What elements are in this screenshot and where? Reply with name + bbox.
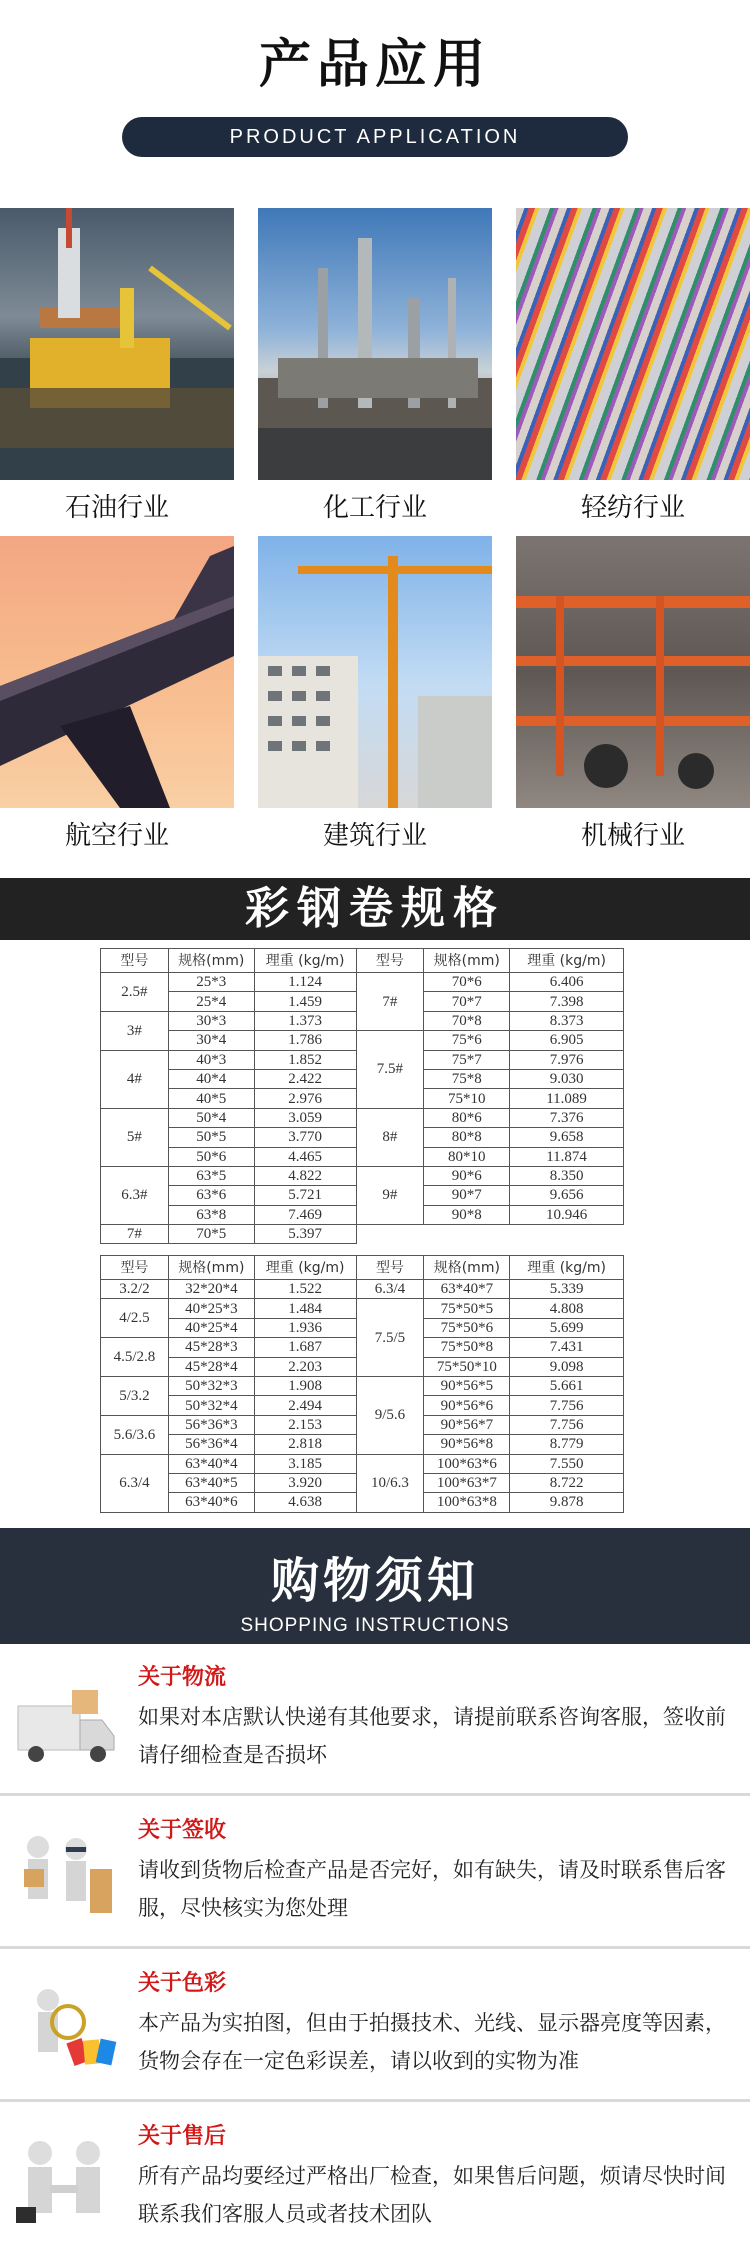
weight-cell: 9.030 xyxy=(510,1069,624,1088)
weight-cell: 5.339 xyxy=(510,1280,624,1299)
spec-cell: 40*4 xyxy=(168,1069,254,1088)
weight-cell: 1.484 xyxy=(254,1299,356,1318)
page-subtitle-pill: PRODUCT APPLICATION xyxy=(122,117,628,157)
industry-card-aviation xyxy=(0,536,234,864)
spec-cell: 80*10 xyxy=(424,1147,510,1166)
column-header: 规格(mm) xyxy=(424,1256,510,1280)
column-header: 型号 xyxy=(356,1256,424,1280)
spec-cell: 56*36*3 xyxy=(168,1415,254,1434)
shopping-instructions-banner xyxy=(0,1528,750,1644)
spec-cell: 40*3 xyxy=(168,1050,254,1069)
notice-text: 所有产品均要经过严格出厂检查，如果售后问题，烦请尽快时间联系我们客服人员或者技术团队 xyxy=(138,2164,726,2226)
model-cell: 7.5# xyxy=(356,1031,424,1109)
weight-cell: 6.905 xyxy=(510,1031,624,1050)
weight-cell: 4.822 xyxy=(254,1166,356,1185)
industry-label: 石油行业 xyxy=(64,493,169,523)
column-header: 理重 (kg/m) xyxy=(254,1256,356,1280)
textile-threads-image xyxy=(516,208,750,480)
weight-cell: 3.770 xyxy=(254,1128,356,1147)
color-palette-icon xyxy=(10,1982,120,2082)
weight-cell: 8.350 xyxy=(510,1166,624,1185)
application-header xyxy=(0,0,750,180)
spec-cell: 80*6 xyxy=(424,1108,510,1127)
industry-label: 建筑行业 xyxy=(322,821,427,851)
weight-cell: 5.397 xyxy=(254,1225,356,1244)
spec-cell: 80*8 xyxy=(424,1128,510,1147)
weight-cell: 1.522 xyxy=(254,1280,356,1299)
weight-cell: 5.661 xyxy=(510,1376,624,1395)
spec-table-2-wrap xyxy=(100,1255,624,1513)
spec-cell: 100*63*6 xyxy=(424,1454,510,1473)
notice-signing xyxy=(0,1799,750,1949)
model-cell: 6.3# xyxy=(101,1166,169,1224)
airplane-image xyxy=(0,536,234,808)
column-header: 理重 (kg/m) xyxy=(254,949,356,973)
spec-cell: 25*3 xyxy=(168,973,254,992)
notice-after-sales xyxy=(0,2105,750,2243)
table-header-row xyxy=(101,1256,624,1280)
spec-cell: 75*50*5 xyxy=(424,1299,510,1318)
model-cell: 4/2.5 xyxy=(101,1299,169,1338)
notice-logistics xyxy=(0,1646,750,1796)
spec-cell: 63*40*5 xyxy=(168,1473,254,1492)
spec-cell: 50*6 xyxy=(168,1147,254,1166)
spec-cell: 75*50*8 xyxy=(424,1338,510,1357)
model-cell: 6.3/4 xyxy=(101,1454,169,1512)
spec-cell: 100*63*7 xyxy=(424,1473,510,1492)
spec-table-unequal-angle xyxy=(100,1255,624,1513)
column-header: 理重 (kg/m) xyxy=(510,1256,624,1280)
column-header: 型号 xyxy=(101,1256,169,1280)
weight-cell: 6.406 xyxy=(510,973,624,992)
spec-cell: 30*3 xyxy=(168,1011,254,1030)
spec-cell: 32*20*4 xyxy=(168,1280,254,1299)
table-row xyxy=(101,1454,624,1473)
table-row xyxy=(101,1376,624,1395)
table-row xyxy=(101,1280,624,1299)
shopping-subtitle: SHOPPING INSTRUCTIONS xyxy=(240,1615,510,1636)
spec-cell: 63*40*4 xyxy=(168,1454,254,1473)
industry-card-textile xyxy=(516,208,750,536)
weight-cell: 9.658 xyxy=(510,1128,624,1147)
table-row xyxy=(101,1166,624,1185)
spec-cell: 63*8 xyxy=(168,1205,254,1224)
model-cell: 7.5/5 xyxy=(356,1299,424,1377)
model-cell: 10/6.3 xyxy=(356,1454,424,1512)
spec-cell: 25*4 xyxy=(168,992,254,1011)
weight-cell: 9.878 xyxy=(510,1493,624,1512)
spec-cell: 30*4 xyxy=(168,1031,254,1050)
spec-table-1-wrap xyxy=(100,948,624,1244)
weight-cell: 7.550 xyxy=(510,1454,624,1473)
spec-cell: 90*8 xyxy=(424,1205,510,1224)
notice-text: 请收到货物后检查产品是否完好，如有缺失，请及时联系售后客服，尽快核实为您处理 xyxy=(138,1858,726,1920)
spec-cell: 40*25*4 xyxy=(168,1318,254,1337)
column-header: 规格(mm) xyxy=(168,1256,254,1280)
weight-cell: 5.699 xyxy=(510,1318,624,1337)
machinery-line-image xyxy=(516,536,750,808)
weight-cell: 3.920 xyxy=(254,1473,356,1492)
weight-cell: 2.494 xyxy=(254,1396,356,1415)
weight-cell: 2.203 xyxy=(254,1357,356,1376)
table-row xyxy=(101,1031,624,1050)
oil-platform-image xyxy=(0,208,234,480)
spec-cell: 70*7 xyxy=(424,992,510,1011)
table-row xyxy=(101,1108,624,1127)
notice-title: 关于售后 xyxy=(138,2124,227,2149)
model-cell: 5.6/3.6 xyxy=(101,1415,169,1454)
weight-cell: 2.153 xyxy=(254,1415,356,1434)
weight-cell: 7.431 xyxy=(510,1338,624,1357)
weight-cell: 4.638 xyxy=(254,1493,356,1512)
notice-title: 关于签收 xyxy=(138,1818,227,1843)
industry-row-1 xyxy=(0,208,750,536)
weight-cell: 1.936 xyxy=(254,1318,356,1337)
weight-cell: 7.376 xyxy=(510,1108,624,1127)
spec-cell: 90*56*5 xyxy=(424,1376,510,1395)
page-title: 产品应用 xyxy=(258,35,491,95)
spec-cell: 70*5 xyxy=(168,1225,254,1244)
table-row xyxy=(101,1299,624,1318)
weight-cell: 7.756 xyxy=(510,1396,624,1415)
spec-cell: 90*6 xyxy=(424,1166,510,1185)
weight-cell: 1.373 xyxy=(254,1011,356,1030)
handshake-icon xyxy=(10,2135,120,2235)
column-header: 型号 xyxy=(356,949,424,973)
shopping-title: 购物须知 xyxy=(270,1553,479,1609)
notice-text: 如果对本店默认快递有其他要求，请提前联系咨询客服，签收前请仔细检查是否损坏 xyxy=(138,1705,726,1767)
industry-label: 机械行业 xyxy=(580,821,685,851)
weight-cell: 4.465 xyxy=(254,1147,356,1166)
spec-cell: 70*6 xyxy=(424,973,510,992)
construction-crane-image xyxy=(258,536,492,808)
weight-cell: 3.185 xyxy=(254,1454,356,1473)
spec-section-title: 彩钢卷规格 xyxy=(0,878,750,940)
weight-cell: 1.786 xyxy=(254,1031,356,1050)
column-header: 规格(mm) xyxy=(168,949,254,973)
table-header-row xyxy=(101,949,624,973)
spec-cell: 56*36*4 xyxy=(168,1435,254,1454)
notice-title: 关于物流 xyxy=(138,1665,227,1690)
industry-card-construction xyxy=(258,536,492,864)
spec-cell: 90*56*8 xyxy=(424,1435,510,1454)
notice-text: 本产品为实拍图，但由于拍摄技术、光线、显示器亮度等因素，货物会存在一定色彩误差，请以收到的实物为准 xyxy=(138,2011,726,2073)
industry-label: 航空行业 xyxy=(64,821,169,851)
spec-cell: 75*7 xyxy=(424,1050,510,1069)
spec-cell: 70*8 xyxy=(424,1011,510,1030)
delivery-truck-icon xyxy=(10,1676,120,1776)
weight-cell: 3.059 xyxy=(254,1108,356,1127)
weight-cell: 8.373 xyxy=(510,1011,624,1030)
table-row xyxy=(101,973,624,992)
spec-cell: 63*6 xyxy=(168,1186,254,1205)
industry-label: 化工行业 xyxy=(322,493,427,523)
weight-cell: 7.469 xyxy=(254,1205,356,1224)
spec-cell: 50*4 xyxy=(168,1108,254,1127)
weight-cell: 7.756 xyxy=(510,1415,624,1434)
weight-cell: 11.874 xyxy=(510,1147,624,1166)
spec-cell: 40*25*3 xyxy=(168,1299,254,1318)
spec-cell: 50*32*3 xyxy=(168,1376,254,1395)
weight-cell: 2.818 xyxy=(254,1435,356,1454)
spec-cell: 50*32*4 xyxy=(168,1396,254,1415)
spec-cell: 50*5 xyxy=(168,1128,254,1147)
weight-cell: 4.808 xyxy=(510,1299,624,1318)
model-cell: 7# xyxy=(101,1225,169,1244)
weight-cell: 8.722 xyxy=(510,1473,624,1492)
model-cell: 3# xyxy=(101,1011,169,1050)
weight-cell: 7.398 xyxy=(510,992,624,1011)
spec-cell: 75*6 xyxy=(424,1031,510,1050)
industry-row-2 xyxy=(0,536,750,864)
chemical-plant-image xyxy=(258,208,492,480)
model-cell: 7# xyxy=(356,973,424,1031)
model-cell: 5/3.2 xyxy=(101,1376,169,1415)
spec-cell: 45*28*3 xyxy=(168,1338,254,1357)
spec-cell: 63*40*7 xyxy=(424,1280,510,1299)
courier-icon xyxy=(10,1829,120,1929)
column-header: 型号 xyxy=(101,949,169,973)
spec-table-equal-angle xyxy=(100,948,624,1244)
spec-cell: 75*8 xyxy=(424,1069,510,1088)
spec-cell: 40*5 xyxy=(168,1089,254,1108)
spec-cell: 63*40*6 xyxy=(168,1493,254,1512)
model-cell: 4# xyxy=(101,1050,169,1108)
spec-cell: 90*56*7 xyxy=(424,1415,510,1434)
model-cell: 3.2/2 xyxy=(101,1280,169,1299)
weight-cell: 9.656 xyxy=(510,1186,624,1205)
weight-cell: 7.976 xyxy=(510,1050,624,1069)
industry-label: 轻纺行业 xyxy=(580,493,685,523)
weight-cell: 10.946 xyxy=(510,1205,624,1224)
spec-cell: 90*7 xyxy=(424,1186,510,1205)
column-header: 理重 (kg/m) xyxy=(510,949,624,973)
model-cell: 5# xyxy=(101,1108,169,1166)
spec-cell: 75*50*6 xyxy=(424,1318,510,1337)
column-header: 规格(mm) xyxy=(424,949,510,973)
weight-cell: 1.908 xyxy=(254,1376,356,1395)
industry-card-oil xyxy=(0,208,234,536)
industry-card-chemical xyxy=(258,208,492,536)
spec-cell: 75*10 xyxy=(424,1089,510,1108)
spec-cell: 100*63*8 xyxy=(424,1493,510,1512)
model-cell: 9/5.6 xyxy=(356,1376,424,1454)
weight-cell: 11.089 xyxy=(510,1089,624,1108)
model-cell: 8# xyxy=(356,1108,424,1166)
weight-cell: 5.721 xyxy=(254,1186,356,1205)
weight-cell: 1.687 xyxy=(254,1338,356,1357)
weight-cell: 2.422 xyxy=(254,1069,356,1088)
model-cell: 4.5/2.8 xyxy=(101,1338,169,1377)
model-cell: 6.3/4 xyxy=(356,1280,424,1299)
spec-cell: 75*50*10 xyxy=(424,1357,510,1376)
model-cell: 2.5# xyxy=(101,973,169,1012)
model-cell: 9# xyxy=(356,1166,424,1224)
weight-cell: 1.852 xyxy=(254,1050,356,1069)
spec-cell: 45*28*4 xyxy=(168,1357,254,1376)
weight-cell: 1.459 xyxy=(254,992,356,1011)
table-row xyxy=(101,1225,624,1244)
weight-cell: 8.779 xyxy=(510,1435,624,1454)
notice-color xyxy=(0,1952,750,2102)
industry-grid xyxy=(0,208,750,864)
weight-cell: 1.124 xyxy=(254,973,356,992)
spec-cell: 90*56*6 xyxy=(424,1396,510,1415)
weight-cell: 9.098 xyxy=(510,1357,624,1376)
weight-cell: 2.976 xyxy=(254,1089,356,1108)
industry-card-machinery xyxy=(516,536,750,864)
notice-title: 关于色彩 xyxy=(138,1971,227,1996)
spec-cell: 63*5 xyxy=(168,1166,254,1185)
